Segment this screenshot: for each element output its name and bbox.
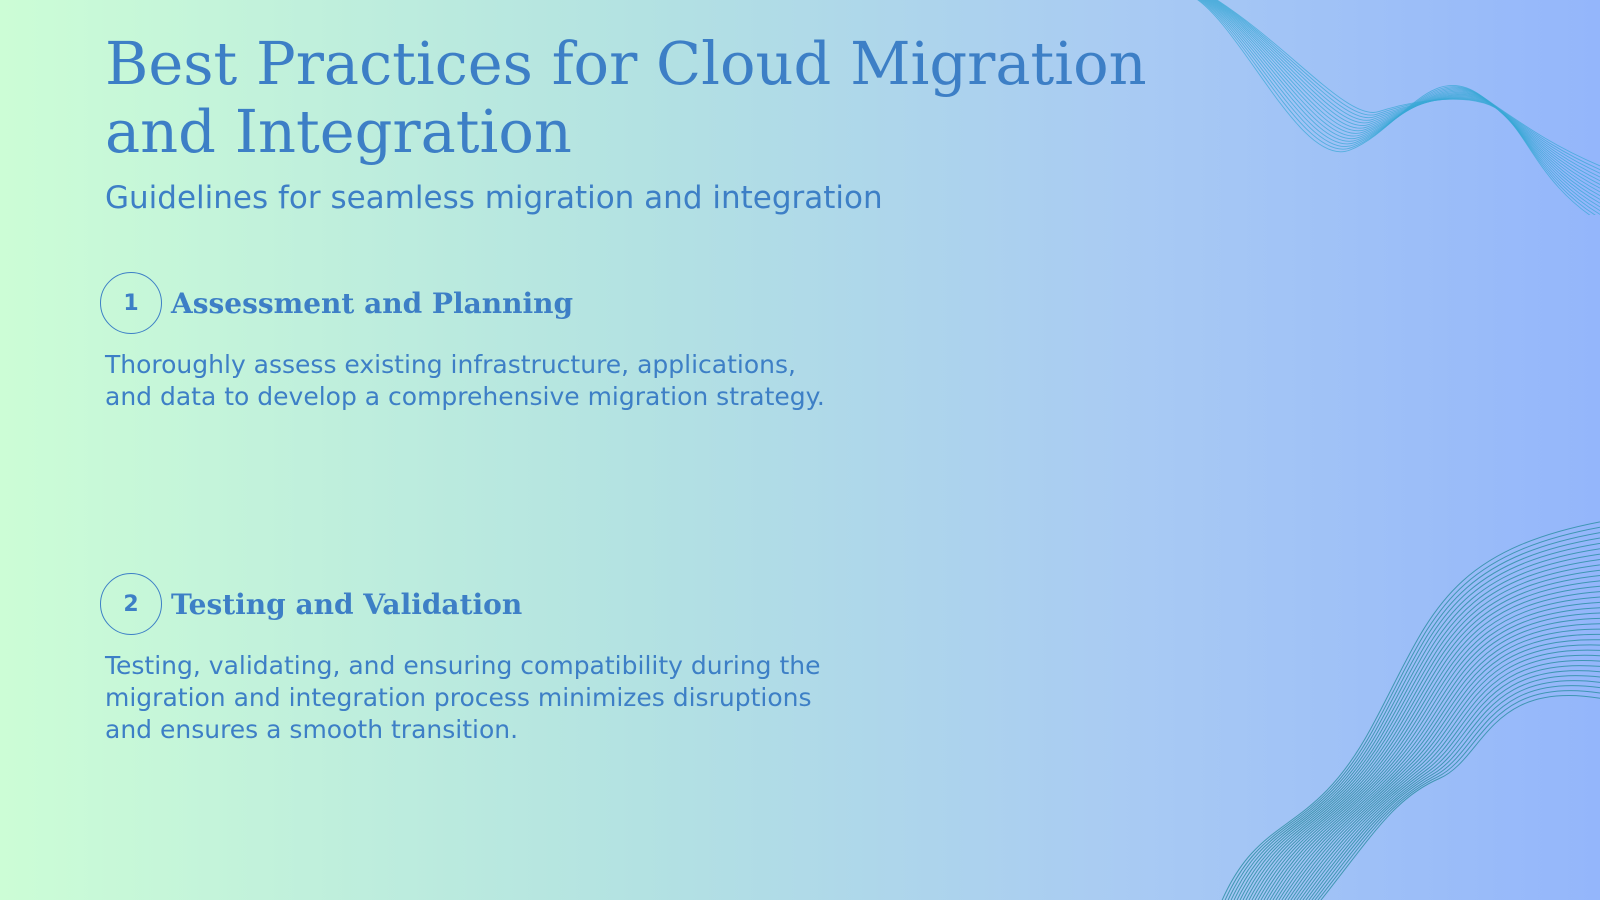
- wave-line: [1296, 660, 1600, 900]
- wave-line: [1273, 618, 1600, 900]
- decorative-wave-lines-bottom: [1220, 510, 1600, 900]
- wave-line: [1264, 602, 1600, 900]
- step-title: Testing and Validation: [171, 587, 523, 621]
- wave-line: [1252, 580, 1600, 900]
- step-header: [100, 572, 840, 636]
- wave-line: [1226, 531, 1600, 900]
- wave-line: [1279, 629, 1600, 900]
- wave-line: [1220, 520, 1600, 900]
- step-testing-validation: [100, 572, 840, 746]
- wave-line: [1223, 525, 1600, 900]
- wave-line: [1249, 575, 1600, 900]
- wave-line: [1255, 586, 1600, 900]
- wave-line: [1267, 607, 1600, 900]
- wave-line: [1285, 640, 1600, 900]
- wave-line: [1299, 666, 1600, 900]
- step-description: Testing, validating, and ensuring compatibility during the migration and integration process minimizes disruptions and ensures a smooth transition.: [105, 651, 821, 744]
- slide-title: Best Practices for Cloud Migration and Integration: [105, 29, 1147, 166]
- wave-line: [1305, 676, 1600, 900]
- step-number-badge: 1: [100, 272, 162, 334]
- step-header: [100, 271, 840, 335]
- wave-line: [1235, 547, 1600, 900]
- wave-line: [1207, 0, 1600, 215]
- wave-line: [1241, 558, 1600, 900]
- wave-line: [1232, 542, 1600, 900]
- wave-line: [1282, 634, 1600, 900]
- wave-line: [1288, 645, 1600, 900]
- wave-line: [1317, 695, 1600, 900]
- wave-line: [1209, 0, 1600, 215]
- wave-line: [1258, 591, 1600, 900]
- wave-line: [1308, 681, 1600, 900]
- wave-line: [1276, 624, 1600, 900]
- wave-line: [1302, 671, 1600, 900]
- step-number-badge: 2: [100, 573, 162, 635]
- wave-line: [1229, 536, 1600, 900]
- step-assessment-planning: [100, 271, 840, 413]
- wave-line: [1261, 596, 1600, 900]
- wave-line: [1244, 564, 1600, 900]
- step-description: Thoroughly assess existing infrastructure, applications, and data to develop a comprehensive migration strategy.: [105, 350, 825, 411]
- wave-line: [1314, 691, 1600, 900]
- wave-line: [1238, 553, 1600, 900]
- slide-subtitle: Guidelines for seamless migration and integration: [105, 180, 883, 216]
- step-title: Assessment and Planning: [171, 286, 574, 320]
- wave-line: [1311, 686, 1600, 900]
- wave-line: [1270, 613, 1600, 900]
- wave-line: [1208, 0, 1600, 215]
- wave-line: [1246, 569, 1600, 900]
- wave-line: [1294, 655, 1600, 900]
- wave-line: [1291, 650, 1600, 900]
